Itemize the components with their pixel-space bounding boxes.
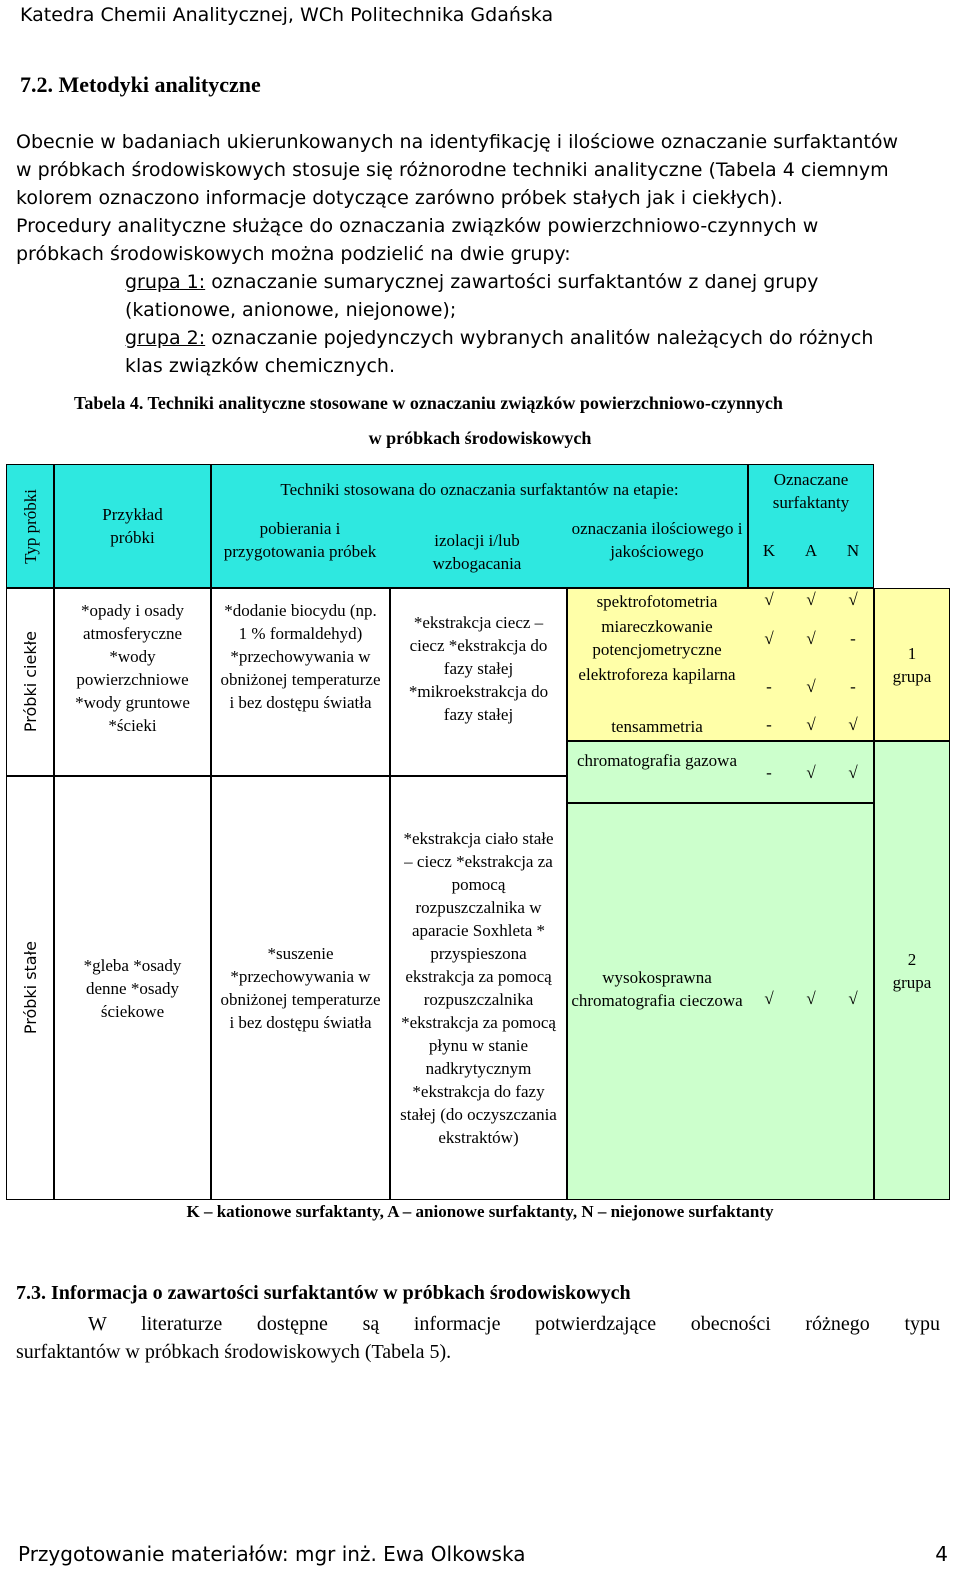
technique-marks: - √ √ xyxy=(766,715,858,734)
przyklad-stale: *gleba *osady denne *osady ściekowe xyxy=(54,776,211,1200)
group1-label: grupa 1: xyxy=(125,271,206,293)
header-przyklad: Przykład próbki xyxy=(54,464,211,588)
page-header: Katedra Chemii Analitycznej, WCh Politechnika Gdańska xyxy=(20,4,554,26)
technique-marks: √ √ - xyxy=(764,629,856,648)
header-oznaczane-label: Oznaczane surfaktanty xyxy=(772,470,850,512)
para2-line2: próbkach środowiskowych można podzielić na dwie grupy: xyxy=(16,243,571,265)
para1-line2: w próbkach środowiskowych stosuje się różnorodne techniki analityczne (Tabela 4 ciemnym xyxy=(16,159,889,181)
grupa2-cell: 2 grupa xyxy=(874,741,950,1200)
header-techniki-label: Techniki stosowana do oznaczania surfaktantów na etapie: xyxy=(280,480,679,499)
technique-name: tensammetria xyxy=(611,717,703,736)
technique-name: chromatografia gazowa xyxy=(577,751,737,770)
table-caption-line2: w próbkach środowiskowych xyxy=(368,428,592,448)
group1-line2: (kationowe, anionowe, niejonowe); xyxy=(125,299,457,321)
para1-line1: Obecnie w badaniach ukierunkowanych na identyfikację i ilościowe oznaczanie surfaktantów xyxy=(16,131,899,153)
izolacja-ciekle: *ekstrakcja ciecz – ciecz *ekstrakcja do fazy stałej *mikroekstrakcja do fazy stałej xyxy=(390,588,567,776)
table-caption: Tabela 4. Techniki analityczne stosowane w oznaczaniu związków powierzchniowo-czynnych xyxy=(74,393,783,413)
group2-label: grupa 2: xyxy=(125,327,206,349)
header-kan xyxy=(748,541,874,561)
group1-text: oznaczanie sumarycznej zawartości surfaktantów z danej grupy xyxy=(205,271,819,293)
section2-title: 7.3. Informacja o zawartości surfaktantów w próbkach środowiskowych xyxy=(16,1282,631,1304)
header-typ: Typ próbki xyxy=(6,464,54,588)
header-k: K xyxy=(762,541,776,560)
header-n: N xyxy=(846,541,860,560)
page-number: 4 xyxy=(935,1542,948,1566)
para2-line1: Procedury analityczne służące do oznaczania związków powierzchniowo-czynnych w xyxy=(16,215,819,237)
section-title: 7.2. Metodyki analityczne xyxy=(20,72,261,97)
section2-line2: surfaktantów w próbkach środowiskowych (Tabela 5). xyxy=(16,1341,452,1363)
para1-line3: kolorem oznaczono informacje dotyczące zarówno próbek stałych jak i ciekłych). xyxy=(16,187,784,209)
page-footer: Przygotowanie materiałów: mgr inż. Ewa Olkowska xyxy=(18,1542,526,1566)
table-legend: K – kationowe surfaktanty, A – anionowe surfaktanty, N – niejonowe surfaktanty xyxy=(186,1202,774,1221)
technique-name: miareczkowanie potencjometryczne xyxy=(592,617,722,659)
pobieranie-stale: *suszenie *przechowywania w obniżonej temperaturze i bez dostępu światła xyxy=(211,776,390,1200)
header-oznaczania: oznaczania ilościowego i jakościowego xyxy=(571,519,743,561)
section2-line1: W literaturze dostępne są informacje potwierdzające obecności różnego typu xyxy=(88,1313,940,1335)
technique-name: wysokosprawna chromatografia cieczowa xyxy=(571,968,743,1010)
group2-text: oznaczanie pojedynczych wybranych analitów należących do różnych xyxy=(205,327,874,349)
grupa1-cell: 1 grupa xyxy=(874,588,950,741)
header-izolacji: izolacji i/lub wzbogacania xyxy=(432,531,522,573)
technique-name: elektroforeza kapilarna xyxy=(578,665,736,684)
technique-marks: - √ - xyxy=(766,677,856,696)
typ-stale: Próbki stałe xyxy=(6,776,54,1200)
pobieranie-ciekle: *dodanie biocydu (np. 1 % formaldehyd) *przechowywania w obniżonej temperaturze i bez dostępu światła xyxy=(211,588,390,776)
typ-ciekle: Próbki ciekłe xyxy=(6,588,54,776)
technique-marks: - √ √ xyxy=(766,763,858,782)
przyklad-ciekle: *opady i osady atmosferyczne *wody powierzchniowe *wody gruntowe *ścieki xyxy=(54,588,211,776)
group1-line1 xyxy=(125,268,940,296)
group2-line1 xyxy=(125,324,940,352)
group2-line2: klas związków chemicznych. xyxy=(125,355,395,377)
header-a: A xyxy=(804,541,818,560)
technique-name: spektrofotometria xyxy=(596,592,718,611)
header-pobierania: pobierania i przygotowania próbek xyxy=(223,519,377,561)
technique-marks: √ √ √ xyxy=(764,989,858,1008)
izolacja-stale: *ekstrakcja ciało stałe – ciecz *ekstrakcja za pomocą rozpuszczalnika w aparacie Soxhleta * przyspieszona ekstrakcja za pomocą rozpuszczalnika *ekstrakcja za pomocą płynu w stanie nadkrytycznym *ekstrakcja do fazy stałej (do oczyszczania ekstraktów) xyxy=(390,776,567,1200)
technique-marks: √ √ √ xyxy=(764,590,858,609)
